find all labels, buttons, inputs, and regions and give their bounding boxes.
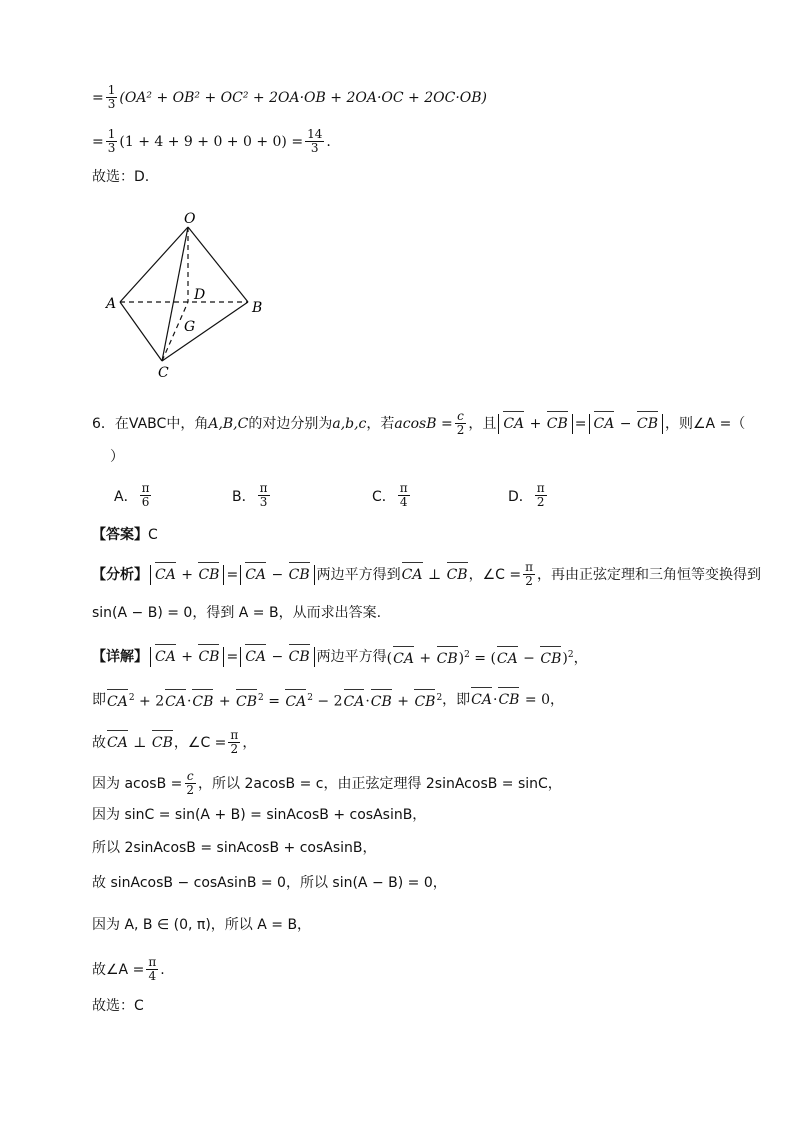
answer-line [92, 525, 158, 545]
fraction-result [305, 128, 324, 155]
answer-value: C [148, 527, 158, 543]
abs-ca-minus-cb: CA − CB [240, 565, 314, 585]
sum-expression: (1 + 4 + 9 + 0 + 0 + 0) = [119, 133, 304, 150]
frac-num: c [457, 409, 464, 423]
detail-line-3 [92, 729, 256, 756]
expanded-expr: $CA^2 + 2CA\cdot CB + CB^2 = CA^2 - 2CA\cdot CB + CB^2$ [107, 693, 443, 710]
frac-num: π [230, 728, 239, 742]
edge-OA [120, 227, 188, 302]
label-B: B [252, 300, 263, 316]
analysis-line-1 [92, 561, 761, 588]
prev-solution-line-2 [92, 128, 331, 155]
detail-line-4 [92, 770, 562, 797]
edge-OC [162, 227, 188, 361]
detail-text: . [160, 961, 165, 978]
frac-den: 2 [186, 783, 195, 797]
analysis-text: ，∠C = [468, 566, 522, 583]
equals-sign: = [226, 566, 239, 583]
detail-line-2 [92, 688, 564, 712]
detail-line-5 [92, 805, 426, 825]
fraction-pi-over-2 [523, 561, 535, 588]
prev-answer-line [92, 167, 149, 187]
detail-line-7 [92, 873, 447, 893]
abs-ca-minus-cb: CA − CB [240, 647, 314, 667]
question-text: VABC中，角 [128, 415, 209, 432]
label-A: A [106, 296, 117, 312]
detail-text: 因为 acosB = [92, 775, 183, 792]
frac-den: 4 [148, 969, 157, 983]
option-fraction [398, 482, 410, 509]
option-C[interactable] [372, 482, 412, 509]
option-fraction [258, 482, 270, 509]
option-B[interactable] [232, 482, 272, 509]
vector-expansion: (OA² + OB² + OC² + 2OA·OB + 2OA·OC + 2OC·OB) [119, 89, 487, 106]
option-D[interactable] [508, 482, 549, 509]
frac-num: π [399, 481, 408, 495]
question-condition: acosB = [394, 415, 453, 432]
label-G: G [184, 319, 196, 335]
abs-ca-minus-cb: CA − CB [589, 414, 663, 434]
detail-text: 因为 sinC = sin(A + B) = sinAcosB + cosAsinB， [92, 807, 427, 823]
tetrahedron-figure [100, 205, 275, 385]
frac-den: 2 [230, 742, 239, 756]
question-vars: A,B,C [208, 415, 249, 432]
label-O: O [184, 211, 196, 227]
perpendicular-expr: CA ⊥ CB [107, 734, 173, 751]
detail-text: ，即 [442, 691, 471, 708]
detail-text: ，所以 2acosB = c，由正弦定理得 2sinAcosB = sinC， [198, 775, 562, 792]
prev-solution-line-1 [92, 84, 487, 111]
option-label: A． [114, 488, 138, 505]
frac-den: 3 [259, 495, 268, 509]
abs-ca-plus-cb: CA + CB [150, 647, 224, 667]
option-A[interactable] [114, 482, 153, 509]
analysis-text: ，再由正弦定理和三角恒等变换得到 [536, 566, 761, 583]
detail-tag: 【详解】 [92, 648, 148, 665]
detail-text: 所以 2sinAcosB = sinAcosB + cosAsinB， [92, 840, 377, 856]
option-fraction [140, 482, 152, 509]
detail-text: 两边平方得 [316, 648, 387, 665]
frac-num: π [141, 481, 150, 495]
analysis-tag: 【分析】 [92, 566, 148, 583]
detail-text: 因为 A, B ∈ (0, π)，所以 A = B， [92, 917, 312, 933]
question-number: 6．在 [92, 415, 129, 432]
frac-den: 4 [399, 495, 408, 509]
equals-sign: = [92, 133, 104, 150]
dot-zero-expr: CA·CB = 0， [471, 691, 564, 708]
prev-answer-text: 故选：D. [92, 169, 150, 185]
detail-line-10 [92, 996, 144, 1016]
frac-den: 6 [141, 495, 150, 509]
frac-num: 1 [107, 83, 116, 97]
fraction-one-third [106, 128, 118, 155]
detail-line-1 [92, 645, 588, 669]
detail-text: 故 sinAcosB − cosAsinB = 0，所以 sin(A − B) = 0， [92, 875, 447, 891]
comma: ， [242, 734, 257, 751]
fraction-pi-over-2 [228, 729, 240, 756]
squared-expr: (CA + CB)$^2$ = (CA − CB)$^2$， [386, 650, 588, 667]
detail-text: 故∠A = [92, 961, 145, 978]
detail-text: 即 [92, 691, 106, 708]
frac-num: π [525, 560, 533, 574]
close-paren: ） [110, 449, 124, 465]
question-6-close [110, 447, 124, 467]
fraction-c-over-2 [455, 410, 467, 437]
label-C: C [158, 365, 169, 381]
detail-text: ，∠C = [173, 734, 227, 751]
question-text: ，且 [468, 415, 497, 432]
analysis-text: 两边平方得到 [316, 566, 401, 583]
frac-den: 3 [107, 141, 116, 155]
frac-den: 3 [107, 97, 116, 111]
equals-sign: = [574, 415, 587, 432]
final-answer-text: 故选：C [92, 998, 144, 1014]
option-label: D． [508, 488, 533, 505]
fraction-c-over-2 [184, 770, 196, 797]
equals-sign: = [92, 89, 104, 106]
fraction-one-third [106, 84, 118, 111]
frac-num: 1 [107, 127, 116, 141]
analysis-text: sin(A − B) = 0，得到 A = B，从而求出答案. [92, 605, 382, 621]
edge-AC [120, 302, 162, 361]
question-text: ，若 [366, 415, 395, 432]
question-6-line [92, 410, 745, 437]
frac-den: 2 [456, 423, 465, 437]
detail-line-8 [92, 915, 311, 935]
question-text: ，则∠A =（ [665, 415, 746, 432]
period: . [326, 133, 331, 150]
option-label: C． [372, 488, 396, 505]
equals-sign: = [226, 648, 239, 665]
question-sides: a,b,c [332, 415, 367, 432]
frac-num: 14 [307, 127, 323, 141]
option-fraction [535, 482, 547, 509]
question-text: 的对边分别为 [248, 415, 333, 432]
fraction-pi-over-4 [146, 956, 158, 983]
abs-ca-plus-cb: CA + CB [150, 565, 224, 585]
perpendicular-expr: CA ⊥ CB [401, 566, 468, 583]
frac-num: π [148, 955, 157, 969]
analysis-line-2 [92, 603, 381, 623]
frac-den: 2 [536, 495, 545, 509]
detail-text: 故 [92, 734, 106, 751]
option-label: B． [232, 488, 256, 505]
edge-BC [162, 302, 248, 361]
answer-tag: 【答案】 [92, 527, 148, 543]
frac-den: 3 [310, 141, 319, 155]
detail-line-6 [92, 838, 377, 858]
abs-ca-plus-cb: CA + CB [498, 414, 572, 434]
label-D: D [194, 287, 206, 303]
frac-den: 2 [525, 574, 533, 588]
frac-num: π [259, 481, 268, 495]
frac-num: c [186, 769, 194, 783]
detail-line-9 [92, 956, 165, 983]
frac-num: π [536, 481, 545, 495]
